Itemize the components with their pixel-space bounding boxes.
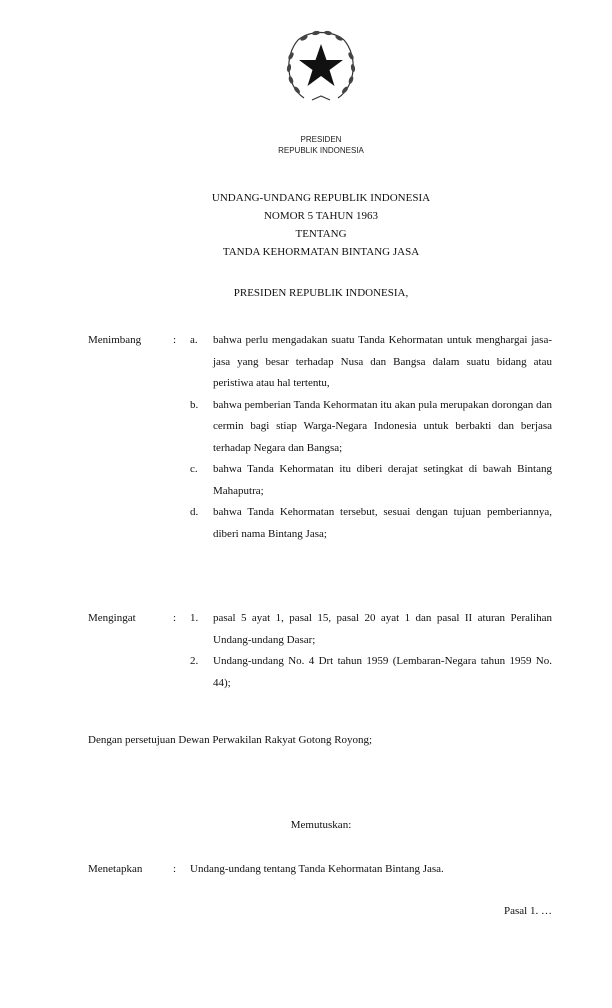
list-item	[190, 330, 552, 395]
title-line-2: NOMOR 5 TAHUN 1963	[263, 210, 379, 222]
list-item	[190, 608, 552, 651]
next-page-reference: Pasal 1. …	[504, 905, 552, 917]
title-line-3: TENTANG	[295, 228, 347, 240]
item-text: bahwa pemberian Tanda Kehormatan itu akan pula merupakan dorongan dan cermin bagi stiap Warga-Negara Indonesia untuk berbakti dan berjasa terhadap Negara dan Bangsa;	[213, 398, 552, 454]
section-colon: :	[173, 863, 177, 875]
seal-line-1: PRESIDEN	[300, 135, 342, 144]
item-text: bahwa perlu mengadakan suatu Tanda Kehormatan untuk menghargai jasa-jasa yang besar terhadap Nusa dan Bangsa dalam suatu bidang atau peristiwa atau hal tertentu,	[213, 334, 552, 389]
section-colon: :	[173, 612, 177, 624]
list-item	[190, 651, 552, 694]
item-marker: b.	[190, 398, 199, 411]
seal-caption	[0, 134, 612, 156]
section-label: Mengingat	[88, 612, 136, 624]
persetujuan-text: Dengan persetujuan Dewan Perwakilan Rakyat Gotong Royong;	[88, 734, 373, 746]
item-text: Undang-undang No. 4 Drt tahun 1959 (Lembaran-Negara tahun 1959 No. 44);	[213, 655, 552, 689]
item-text: bahwa Tanda Kehormatan tersebut, sesuai dengan tujuan pemberiannya, diberi nama Bintang Jasa;	[213, 506, 552, 540]
item-text: pasal 5 ayat 1, pasal 15, pasal 20 ayat 1 dan pasal II aturan Peralihan Undang-undang Dasar;	[213, 612, 552, 646]
item-marker: a.	[190, 334, 198, 346]
title-line-1: UNDANG-UNDANG REPUBLIK INDONESIA	[211, 192, 431, 204]
list-item	[190, 395, 552, 460]
item-marker: 1.	[190, 612, 199, 624]
section-label: Menimbang	[88, 334, 142, 346]
memutuskan-heading: Memutuskan:	[290, 819, 352, 831]
title-line-4: TANDA KEHORMATAN BINTANG JASA	[222, 246, 420, 258]
item-text: bahwa Tanda Kehormatan itu diberi derajat setingkat di bawah Bintang Mahaputra;	[213, 463, 552, 497]
list-item	[190, 502, 552, 545]
presidential-emblem-icon	[282, 26, 360, 108]
document-title	[0, 189, 612, 261]
section-colon: :	[173, 334, 177, 346]
section-label: Menetapkan	[88, 863, 143, 875]
issuer: PRESIDEN REPUBLIK INDONESIA,	[233, 287, 409, 299]
item-marker: d.	[190, 506, 199, 518]
item-marker: 2.	[190, 655, 199, 667]
menetapkan-text: Undang-undang tentang Tanda Kehormatan Bintang Jasa.	[190, 863, 444, 875]
item-marker: c.	[190, 463, 198, 475]
list-item	[190, 459, 552, 502]
seal-line-2: REPUBLIK INDONESIA	[278, 146, 364, 155]
